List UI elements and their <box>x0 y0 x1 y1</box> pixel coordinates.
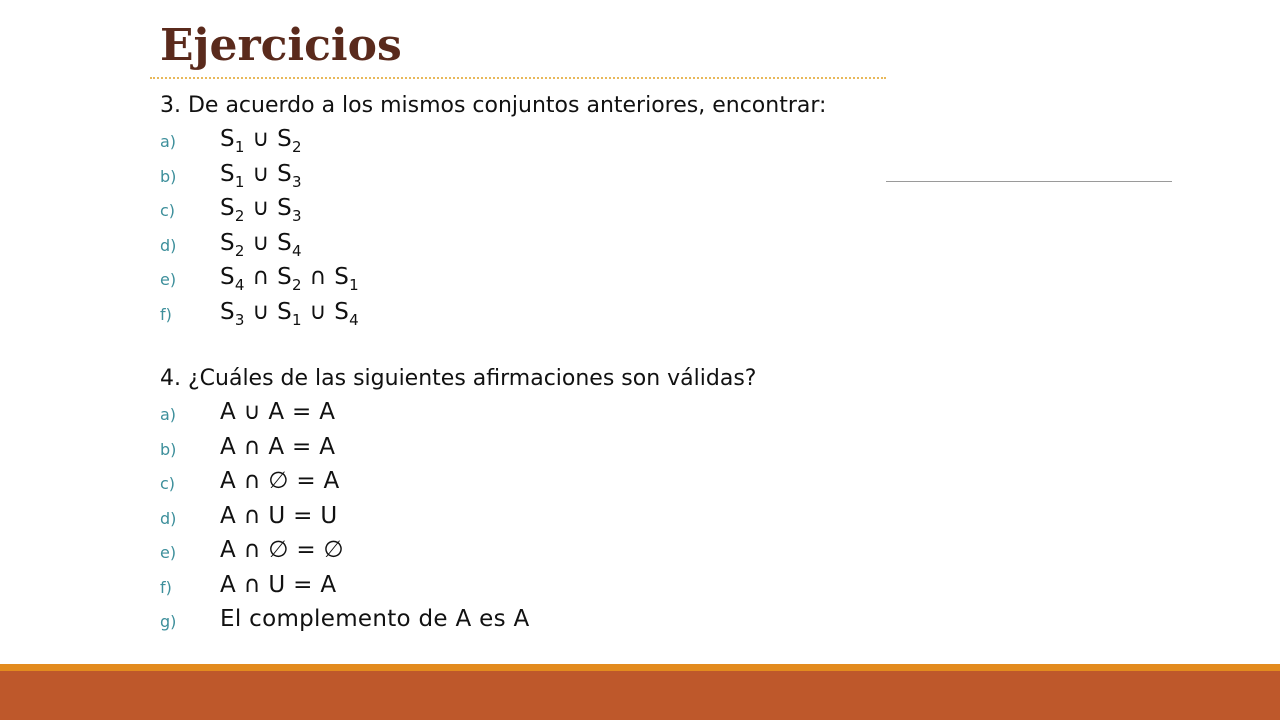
section-4 <box>160 363 756 639</box>
item-label: a) <box>160 132 177 151</box>
list-item <box>160 432 756 467</box>
footer-band <box>0 671 1280 720</box>
set-symbol: S <box>220 126 235 152</box>
item-label: f) <box>160 577 172 597</box>
list-item <box>160 262 826 297</box>
set-subscript: 4 <box>234 276 245 294</box>
exercise-list-4 <box>160 397 756 639</box>
set-symbol: S <box>334 264 350 290</box>
set-subscript: 3 <box>292 172 302 191</box>
set-symbol: S <box>277 298 293 325</box>
list-item <box>160 604 756 639</box>
side-line <box>886 181 1172 182</box>
slide-title: Ejercicios <box>160 20 402 71</box>
item-label: a) <box>160 405 177 424</box>
list-item <box>160 124 826 159</box>
set-symbol: S <box>277 229 293 256</box>
set-symbol: S <box>277 160 293 187</box>
item-label: d) <box>160 508 177 528</box>
statement-text: A ∩ U = U <box>220 502 338 529</box>
list-item <box>160 535 756 570</box>
set-symbol: S <box>220 195 235 221</box>
set-operator: ∪ <box>301 298 335 325</box>
list-item <box>160 228 826 263</box>
section-3 <box>160 90 826 331</box>
list-item <box>160 397 756 432</box>
question-4: 4. ¿Cuáles de las siguientes afirmaciones son válidas? <box>160 366 757 391</box>
list-item <box>160 466 756 501</box>
set-operator: ∪ <box>244 126 278 152</box>
item-label: e) <box>160 543 177 562</box>
footer-accent-stripe <box>0 664 1280 671</box>
item-label: e) <box>160 270 177 289</box>
item-label: b) <box>160 439 177 459</box>
set-subscript: 1 <box>292 310 302 329</box>
set-subscript: 1 <box>234 172 245 191</box>
set-subscript: 1 <box>349 276 359 294</box>
set-expression <box>220 264 359 294</box>
statement-text: A ∪ A = A <box>220 399 336 425</box>
set-symbol: S <box>277 195 293 221</box>
title-divider <box>150 77 886 79</box>
list-item <box>160 297 826 332</box>
set-symbol: S <box>334 298 350 325</box>
item-label: d) <box>160 235 177 255</box>
statement-text: A ∩ U = A <box>220 571 337 598</box>
list-item <box>160 159 826 194</box>
set-expression <box>220 195 302 225</box>
set-symbol: S <box>220 264 235 290</box>
set-symbol: S <box>220 229 235 256</box>
item-label: g) <box>160 612 177 631</box>
set-expression <box>220 298 359 329</box>
set-operator: ∩ <box>301 264 335 290</box>
item-label: c) <box>160 201 176 220</box>
set-expression <box>220 229 302 260</box>
statement-text: A ∩ ∅ = A <box>220 468 340 494</box>
list-item <box>160 501 756 536</box>
set-subscript: 4 <box>292 241 302 260</box>
set-expression <box>220 126 302 156</box>
set-symbol: S <box>277 264 293 290</box>
set-operator: ∪ <box>244 298 278 325</box>
set-operator: ∪ <box>244 195 278 221</box>
list-item <box>160 193 826 228</box>
set-subscript: 2 <box>292 138 302 156</box>
item-label: f) <box>160 304 172 324</box>
set-subscript: 4 <box>349 310 359 329</box>
statement-text: El complemento de A es A <box>220 606 530 632</box>
set-subscript: 3 <box>234 310 245 329</box>
set-expression <box>220 160 302 191</box>
set-symbol: S <box>277 126 293 152</box>
statement-text: A ∩ A = A <box>220 433 336 460</box>
item-label: c) <box>160 474 176 493</box>
set-subscript: 1 <box>234 138 245 156</box>
set-subscript: 2 <box>234 207 245 225</box>
set-operator: ∪ <box>244 160 278 187</box>
question-3: 3. De acuerdo a los mismos conjuntos anteriores, encontrar: <box>160 93 827 118</box>
set-subscript: 3 <box>292 207 302 225</box>
item-label: b) <box>160 166 177 186</box>
exercise-list-3 <box>160 124 826 331</box>
set-subscript: 2 <box>292 276 302 294</box>
set-subscript: 2 <box>234 241 245 260</box>
set-symbol: S <box>220 160 235 187</box>
set-operator: ∪ <box>244 229 278 256</box>
set-operator: ∩ <box>244 264 278 290</box>
list-item <box>160 570 756 605</box>
set-symbol: S <box>220 298 235 325</box>
statement-text: A ∩ ∅ = ∅ <box>220 537 344 563</box>
